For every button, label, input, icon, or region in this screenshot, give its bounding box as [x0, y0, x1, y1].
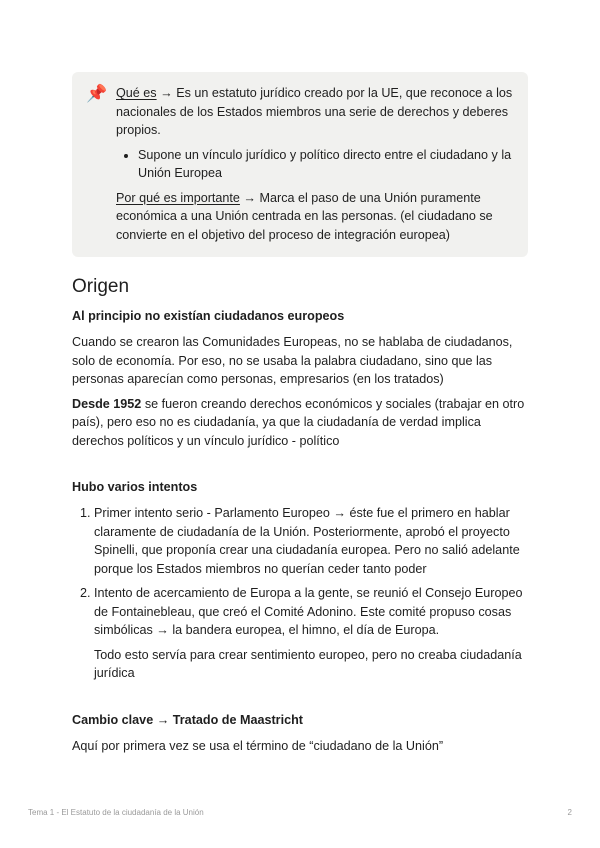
- bold-desde-1952: Desde 1952: [72, 396, 142, 411]
- footer-title: Tema 1 - El Estatuto de la ciudadanía de la Unión: [28, 808, 204, 817]
- por-que-label: Por qué es importante: [116, 190, 240, 205]
- por-que-paragraph: [116, 189, 514, 245]
- section-heading-origen: Origen: [72, 276, 130, 297]
- callout-bullets: [116, 146, 514, 183]
- list-item-note: Todo esto servía para crear sentimiento europeo, pero no creaba ciudadanía jurídica: [94, 647, 522, 680]
- subheading-principio: Al principio no existían ciudadanos europeos: [72, 309, 345, 323]
- pushpin-icon: 📌: [86, 84, 108, 103]
- callout-box: [72, 72, 528, 257]
- paragraph-ciudadano-union: Aquí por primera vez se usa el término de “ciudadano de la Unión”: [72, 738, 444, 753]
- intentos-list: [72, 504, 528, 683]
- callout-body: [116, 84, 514, 244]
- page-content: [72, 72, 528, 761]
- callout-bullet: • Supone un vínculo jurídico y político directo entre el ciudadano y la Unión Europea: [138, 146, 514, 183]
- arrow-1: →: [160, 86, 173, 100]
- subheading-maastricht: Cambio clave → Tratado de Maastricht: [72, 712, 303, 727]
- list-item-text: 2. Intento de acercamiento de Europa a la gente, se reunió el Consejo Europeo de Fontainebleau, que creó el Comité Adonino. Este comité propuso cosas simbólicas → la bandera europea, el himno, el día de Europa.: [94, 586, 523, 637]
- list-item: [94, 504, 528, 578]
- subheading-intentos: Hubo varios intentos: [72, 480, 198, 494]
- que-es-text: Es un estatuto jurídico creado por la UE, que reconoce a los nacionales de los Estados miembros una serie de derechos y deberes propios.: [116, 86, 513, 137]
- paragraph-desde-1952: [72, 395, 528, 451]
- arrow-2: →: [243, 190, 257, 205]
- page-number: 2: [567, 808, 572, 817]
- paragraph-comunidades: Cuando se crearon las Comunidades Europeas, no se hablaba de ciudadanos, solo de economía. Por eso, no se usaba la palabra ciudadano, sino que las personas aparecían como personas, empresarios (en los tratados): [72, 335, 513, 386]
- paragraph-desde-1952-text: se fueron creando derechos económicos y sociales (trabajar en otro país), pero eso no es ciudadanía, ya que la ciudadanía de verdad implica derechos políticos y un vínculo jurídico - político: [72, 396, 525, 448]
- por-que-text: Marca el paso de una Unión puramente económica a una Unión centrada en las personas. (el ciudadano se convierte en el objetivo del proceso de integración europea): [116, 190, 493, 242]
- list-item-text: 1. Primer intento serio - Parlamento Europeo → éste fue el primero en hablar claramente de ciudadanía de la Unión. Posteriormente, aprobó el proyecto Spinelli, que proponía crear una ciudadanía europea. Pero no salió adelante porque los Estados miembros no querían ceder tanto poder: [94, 506, 520, 576]
- que-es-label: Qué es: [116, 86, 157, 100]
- que-es-paragraph: [116, 84, 514, 140]
- page-footer: [28, 808, 572, 817]
- list-item: [94, 584, 528, 683]
